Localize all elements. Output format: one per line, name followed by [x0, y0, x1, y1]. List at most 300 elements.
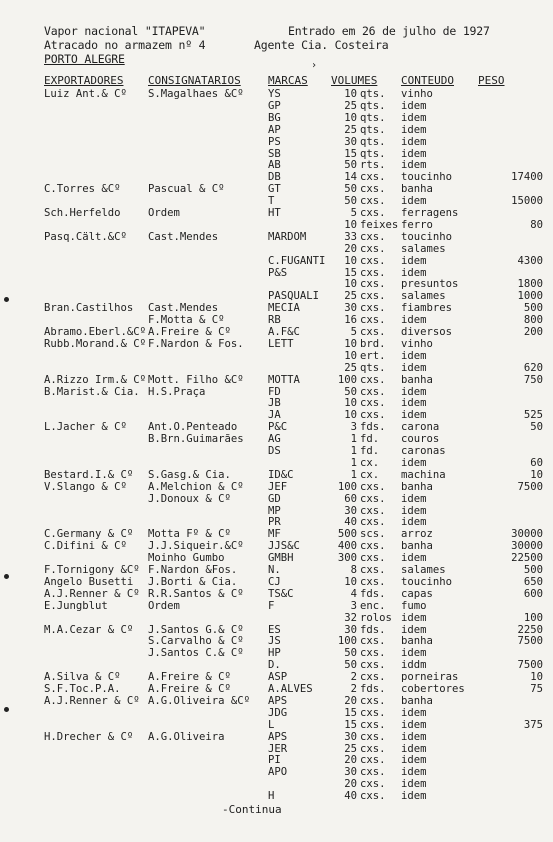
contents-cell: idem	[401, 718, 427, 731]
consignee-cell: B.Brn.Guimarães	[148, 433, 244, 446]
table-row	[0, 397, 553, 409]
weight-cell: 100	[523, 611, 543, 624]
mark-cell: C.FUGANTI	[268, 254, 326, 267]
mark-cell: MECIA	[268, 302, 300, 315]
mark-cell: H	[268, 790, 275, 803]
weight-cell: 750	[523, 373, 543, 386]
table-row	[0, 564, 553, 576]
contents-cell: toucinho	[401, 171, 453, 184]
entry-date: Entrado em 26 de julho de 1927	[288, 24, 490, 38]
unit-cell: qts.	[360, 135, 386, 148]
contents-cell: idem	[401, 742, 427, 755]
exporter-cell: A.J.Renner & Cº	[44, 694, 140, 707]
mark-cell: TS&C	[268, 587, 294, 600]
agent-info: Agente Cia. Costeira	[254, 38, 389, 52]
unit-cell: ert.	[360, 349, 386, 362]
volume-cell: 25	[344, 123, 357, 136]
exporter-cell: Luiz Ant.& Cº	[44, 88, 127, 100]
contents-cell: idem	[401, 730, 427, 743]
unit-cell: cxs.	[360, 778, 386, 791]
unit-cell: qts.	[360, 99, 386, 112]
unit-cell: cxs.	[360, 266, 386, 279]
volume-cell: 100	[337, 480, 357, 493]
weight-cell: 30000	[511, 540, 543, 553]
volume-cell: 20	[344, 242, 357, 255]
table-row	[0, 659, 553, 671]
contents-cell: idem	[401, 195, 427, 208]
unit-cell: cx.	[360, 456, 380, 469]
unit-cell: qts.	[360, 123, 386, 136]
unit-cell: cxs.	[360, 694, 386, 707]
exporter-cell: F.Tornigony &Cº	[44, 564, 140, 576]
table-row	[0, 338, 553, 350]
contents-cell: idem	[401, 778, 427, 791]
weight-cell: 22500	[511, 552, 543, 565]
contents-cell: ferragens	[401, 207, 459, 219]
mark-cell: MF	[268, 528, 281, 541]
volume-cell: 4	[350, 587, 357, 600]
contents-cell: idem	[401, 159, 427, 172]
contents-cell: idem	[401, 456, 427, 469]
volume-cell: 30	[344, 766, 357, 779]
contents-cell: idem	[401, 647, 427, 660]
exporter-cell: E.Jungblut	[44, 599, 108, 612]
mark-cell: HT	[268, 207, 281, 219]
exporter-cell: L.Jacher & Cº	[44, 421, 127, 434]
weight-cell: 15000	[511, 195, 543, 208]
weight-cell: 620	[523, 361, 543, 374]
unit-cell: cxs.	[360, 326, 386, 338]
mark-cell: ASP	[268, 671, 288, 684]
contents-cell: idem	[401, 385, 427, 398]
table-row	[0, 290, 553, 302]
consignee-cell: S.Gasg.& Cia.	[148, 468, 231, 481]
contents-cell: vinho	[401, 88, 433, 100]
volume-cell: 10	[344, 278, 357, 291]
weight-cell: 1800	[517, 278, 543, 291]
weight-cell: 75	[530, 683, 543, 695]
contents-cell: idem	[401, 516, 427, 529]
table-row	[0, 195, 553, 207]
table-row	[0, 754, 553, 766]
col-header-marks: MARCAS	[268, 74, 308, 87]
table-row	[0, 302, 553, 314]
volume-cell: 20	[344, 754, 357, 767]
unit-cell: qts.	[360, 88, 386, 100]
mark-cell: YS	[268, 88, 281, 100]
table-row	[0, 421, 553, 433]
weight-cell: 7500	[517, 480, 543, 493]
contents-cell: salames	[401, 290, 446, 303]
consignee-cell: S.Magalhaes &Cº	[148, 88, 244, 100]
mark-cell: D.	[268, 659, 281, 672]
weight-cell: 200	[523, 326, 543, 338]
unit-cell: brd.	[360, 337, 386, 350]
contents-cell: banha	[401, 694, 433, 707]
table-row	[0, 778, 553, 790]
volume-cell: 30	[344, 730, 357, 743]
consignee-cell: J.Borti & Cia.	[148, 575, 238, 588]
mark-cell: JS	[268, 635, 281, 648]
table-row	[0, 719, 553, 731]
volume-cell: 10	[344, 337, 357, 350]
unit-cell: cxs.	[360, 242, 386, 255]
volume-cell: 10	[344, 575, 357, 588]
vessel-name: Vapor nacional "ITAPEVA"	[44, 24, 206, 38]
contents-cell: idem	[401, 147, 427, 160]
unit-cell: cx.	[360, 468, 380, 481]
table-row	[0, 671, 553, 683]
mark-cell: ID&C	[268, 468, 294, 481]
table-row	[0, 267, 553, 279]
table-row	[0, 695, 553, 707]
unit-cell: cxs.	[360, 730, 386, 743]
unit-cell: cxs.	[360, 504, 386, 517]
contents-cell: porneiras	[401, 671, 459, 684]
contents-cell: fiambres	[401, 302, 453, 315]
table-row	[0, 600, 553, 612]
weight-cell: 650	[523, 575, 543, 588]
table-row	[0, 505, 553, 517]
unit-cell: cxs.	[360, 230, 386, 243]
table-row	[0, 112, 553, 124]
mark-cell: JEF	[268, 480, 288, 493]
volume-cell: 8	[350, 564, 357, 576]
consignee-cell: H.S.Praça	[148, 385, 206, 398]
table-row	[0, 493, 553, 505]
consignee-cell: F.Nardon & Fos.	[148, 337, 244, 350]
mark-cell: GP	[268, 99, 281, 112]
mark-cell: MOTTA	[268, 373, 300, 386]
contents-cell: idem	[401, 361, 427, 374]
volume-cell: 40	[344, 790, 357, 803]
contents-cell: idem	[401, 504, 427, 517]
binder-hole	[4, 297, 9, 302]
table-row	[0, 374, 553, 386]
consignee-cell: J.Donoux & Cº	[148, 492, 231, 505]
mark-cell: DB	[268, 171, 281, 184]
consignee-cell: Ordem	[148, 207, 180, 219]
unit-cell: cxs.	[360, 183, 386, 196]
mark-cell: JJS&C	[268, 540, 300, 553]
mark-cell: PS	[268, 135, 281, 148]
origin-port: PORTO ALEGRE	[44, 52, 125, 66]
table-row	[0, 588, 553, 600]
mark-cell: LETT	[268, 337, 294, 350]
table-row	[0, 612, 553, 624]
volume-cell: 40	[344, 516, 357, 529]
unit-cell: fds.	[360, 587, 386, 600]
unit-cell: cxs.	[360, 278, 386, 291]
volume-cell: 10	[344, 254, 357, 267]
exporter-cell: A.Silva & Cº	[44, 671, 121, 684]
mark-cell: RB	[268, 314, 281, 327]
exporter-cell: Rubb.Morand.& Cº	[44, 337, 147, 350]
contents-cell: idem	[401, 123, 427, 136]
volume-cell: 25	[344, 290, 357, 303]
contents-cell: toucinho	[401, 230, 453, 243]
unit-cell: enc.	[360, 599, 386, 612]
unit-cell: cxs.	[360, 706, 386, 719]
exporter-cell: A.J.Renner & Cº	[44, 587, 140, 600]
unit-cell: qts.	[360, 147, 386, 160]
unit-cell: cxs.	[360, 302, 386, 315]
contents-cell: arroz	[401, 528, 433, 541]
contents-cell: banha	[401, 480, 433, 493]
volume-cell: 15	[344, 147, 357, 160]
unit-cell: cxs.	[360, 540, 386, 553]
mark-cell: BG	[268, 111, 281, 124]
contents-cell: presuntos	[401, 278, 459, 291]
col-header-contents: CONTEUDO	[401, 74, 454, 87]
unit-cell: cxs.	[360, 564, 386, 576]
table-row	[0, 314, 553, 326]
mark-cell: GT	[268, 183, 281, 196]
contents-cell: banha	[401, 635, 433, 648]
contents-cell: idem	[401, 266, 427, 279]
unit-cell: cxs.	[360, 290, 386, 303]
unit-cell: cxs.	[360, 373, 386, 386]
exporter-cell: S.F.Toc.P.A.	[44, 683, 121, 695]
consignee-cell: Mott. Filho &Cº	[148, 373, 244, 386]
volume-cell: 10	[344, 397, 357, 410]
mark-cell: JA	[268, 409, 281, 422]
col-header-consignees: CONSIGNATARIOS	[148, 74, 241, 87]
unit-cell: cxs.	[360, 552, 386, 565]
consignee-cell: A.Freire & Cº	[148, 671, 231, 684]
unit-cell: rts.	[360, 159, 386, 172]
mark-cell: PR	[268, 516, 281, 529]
volume-cell: 50	[344, 183, 357, 196]
mark-cell: FD	[268, 385, 281, 398]
unit-cell: cxs.	[360, 575, 386, 588]
table-row	[0, 100, 553, 112]
table-row	[0, 624, 553, 636]
mark-cell: AG	[268, 433, 281, 446]
unit-cell: cxs.	[360, 718, 386, 731]
mark-cell: DS	[268, 445, 281, 457]
exporter-cell: Bran.Castilhos	[44, 302, 134, 315]
contents-cell: idem	[401, 754, 427, 767]
unit-cell: cxs.	[360, 647, 386, 660]
table-row	[0, 136, 553, 148]
consignee-cell: Pascual & Cº	[148, 183, 225, 196]
mark-cell: T	[268, 195, 275, 208]
contents-cell: fumo	[401, 599, 427, 612]
volume-cell: 30	[344, 135, 357, 148]
table-row	[0, 171, 553, 183]
contents-cell: capas	[401, 587, 433, 600]
unit-cell: cxs.	[360, 492, 386, 505]
volume-cell: 25	[344, 742, 357, 755]
volume-cell: 25	[344, 99, 357, 112]
unit-cell: cxs.	[360, 397, 386, 410]
unit-cell: cxs.	[360, 409, 386, 422]
unit-cell: fd.	[360, 433, 380, 446]
exporter-cell: M.A.Cezar & Cº	[44, 623, 134, 636]
contents-cell: idem	[401, 623, 427, 636]
volume-cell: 1	[350, 445, 357, 457]
volume-cell: 30	[344, 302, 357, 315]
contents-cell: machina	[401, 468, 446, 481]
mark-cell: HP	[268, 647, 281, 660]
volume-cell: 25	[344, 361, 357, 374]
volume-cell: 33	[344, 230, 357, 243]
col-header-weight: PESO	[478, 74, 505, 87]
unit-cell: cxs.	[360, 171, 386, 184]
volume-cell: 50	[344, 647, 357, 660]
weight-cell: 80	[530, 218, 543, 231]
volume-cell: 10	[344, 349, 357, 362]
consignee-cell: R.R.Santos & Cº	[148, 587, 244, 600]
binder-hole	[4, 574, 9, 579]
contents-cell: idem	[401, 790, 427, 803]
volume-cell: 32	[344, 611, 357, 624]
weight-cell: 7500	[517, 659, 543, 672]
volume-cell: 3	[350, 421, 357, 434]
unit-cell: cxs.	[360, 207, 386, 219]
tick-mark: ›	[311, 60, 318, 71]
weight-cell: 1000	[517, 290, 543, 303]
mark-cell: MP	[268, 504, 281, 517]
unit-cell: feixes	[360, 218, 399, 231]
unit-cell: cxs.	[360, 766, 386, 779]
unit-cell: cxs.	[360, 659, 386, 672]
consignee-cell: Ant.O.Penteado	[148, 421, 238, 434]
volume-cell: 400	[337, 540, 357, 553]
mark-cell: APS	[268, 730, 288, 743]
contents-cell: toucinho	[401, 575, 453, 588]
mark-cell: P&C	[268, 421, 288, 434]
consignee-cell: A.G.Oliveira	[148, 730, 225, 743]
contents-cell: salames	[401, 564, 446, 576]
unit-cell: rolos	[360, 611, 392, 624]
contents-cell: idem	[401, 766, 427, 779]
weight-cell: 10	[530, 468, 543, 481]
mark-cell: PI	[268, 754, 281, 767]
exporter-cell: C.Difini & Cº	[44, 540, 127, 553]
contents-cell: banha	[401, 540, 433, 553]
unit-cell: cxs.	[360, 671, 386, 684]
mark-cell: SB	[268, 147, 281, 160]
contents-cell: couros	[401, 433, 440, 446]
unit-cell: cxs.	[360, 314, 386, 327]
contents-cell: idem	[401, 314, 427, 327]
weight-cell: 800	[523, 314, 543, 327]
volume-cell: 30	[344, 623, 357, 636]
volume-cell: 10	[344, 111, 357, 124]
volume-cell: 15	[344, 266, 357, 279]
mark-cell: JB	[268, 397, 281, 410]
mark-cell: APO	[268, 766, 288, 779]
unit-cell: qts.	[360, 361, 386, 374]
consignee-cell: Cast.Mendes	[148, 230, 219, 243]
table-row	[0, 516, 553, 528]
contents-cell: banha	[401, 373, 433, 386]
table-row	[0, 635, 553, 647]
mark-cell: CJ	[268, 575, 281, 588]
exporter-cell: Abramo.Eberl.&Cº	[44, 326, 147, 338]
mark-cell: MARDOM	[268, 230, 307, 243]
table-row	[0, 207, 553, 219]
contents-cell: vinho	[401, 337, 433, 350]
exporter-cell: C.Germany & Cº	[44, 528, 134, 541]
unit-cell: cxs.	[360, 254, 386, 267]
volume-cell: 5	[350, 326, 357, 338]
volume-cell: 3	[350, 599, 357, 612]
table-row	[0, 731, 553, 743]
exporter-cell: H.Drecher & Cº	[44, 730, 134, 743]
weight-cell: 500	[523, 564, 543, 576]
contents-cell: idem	[401, 706, 427, 719]
mark-cell: A.F&C	[268, 326, 300, 338]
col-header-volumes: VOLUMES	[331, 74, 378, 87]
unit-cell: cxs.	[360, 195, 386, 208]
mark-cell: JER	[268, 742, 288, 755]
unit-cell: cxs.	[360, 480, 386, 493]
unit-cell: qts.	[360, 111, 386, 124]
exporter-cell: Bestard.I.& Cº	[44, 468, 134, 481]
volume-cell: 500	[337, 528, 357, 541]
weight-cell: 7500	[517, 635, 543, 648]
unit-cell: fds.	[360, 683, 386, 695]
contents-cell: idem	[401, 99, 427, 112]
weight-cell: 60	[530, 456, 543, 469]
contents-cell: diversos	[401, 326, 453, 338]
weight-cell: 525	[523, 409, 543, 422]
exporter-cell: B.Marist.& Cia.	[44, 385, 140, 398]
weight-cell: 500	[523, 302, 543, 315]
table-row	[0, 469, 553, 481]
consignee-cell: A.G.Oliveira &Cº	[148, 694, 251, 707]
mark-cell: P&S	[268, 266, 288, 279]
table-row	[0, 183, 553, 195]
contents-cell: idem	[401, 492, 427, 505]
table-row	[0, 362, 553, 374]
table-row	[0, 148, 553, 160]
volume-cell: 20	[344, 694, 357, 707]
volume-cell: 50	[344, 159, 357, 172]
volume-cell: 50	[344, 659, 357, 672]
contents-cell: idem	[401, 611, 427, 624]
mark-cell: GMBH	[268, 552, 294, 565]
volume-cell: 50	[344, 385, 357, 398]
table-row	[0, 683, 553, 695]
mark-cell: GD	[268, 492, 281, 505]
volume-cell: 10	[344, 409, 357, 422]
contents-cell: idem	[401, 409, 427, 422]
unit-cell: cxs.	[360, 385, 386, 398]
contents-cell: ferro	[401, 218, 433, 231]
volume-cell: 30	[344, 504, 357, 517]
weight-cell: 4300	[517, 254, 543, 267]
contents-cell: banha	[401, 183, 433, 196]
consignee-cell: Moinho Gumbo	[148, 552, 225, 565]
consignee-cell: Motta Fº & Cº	[148, 528, 231, 541]
weight-cell: 17400	[511, 171, 543, 184]
table-row	[0, 350, 553, 362]
consignee-cell: A.Freire & Cº	[148, 326, 231, 338]
unit-cell: fds.	[360, 623, 386, 636]
warehouse-info: Atracado no armazem nº 4	[44, 38, 206, 52]
exporter-cell: Sch.Herfeldo	[44, 207, 121, 219]
weight-cell: 2250	[517, 623, 543, 636]
mark-cell: AP	[268, 123, 281, 136]
binder-hole	[4, 707, 9, 712]
exporter-cell: Angelo Busetti	[44, 575, 134, 588]
contents-cell: salames	[401, 242, 446, 255]
volume-cell: 15	[344, 718, 357, 731]
